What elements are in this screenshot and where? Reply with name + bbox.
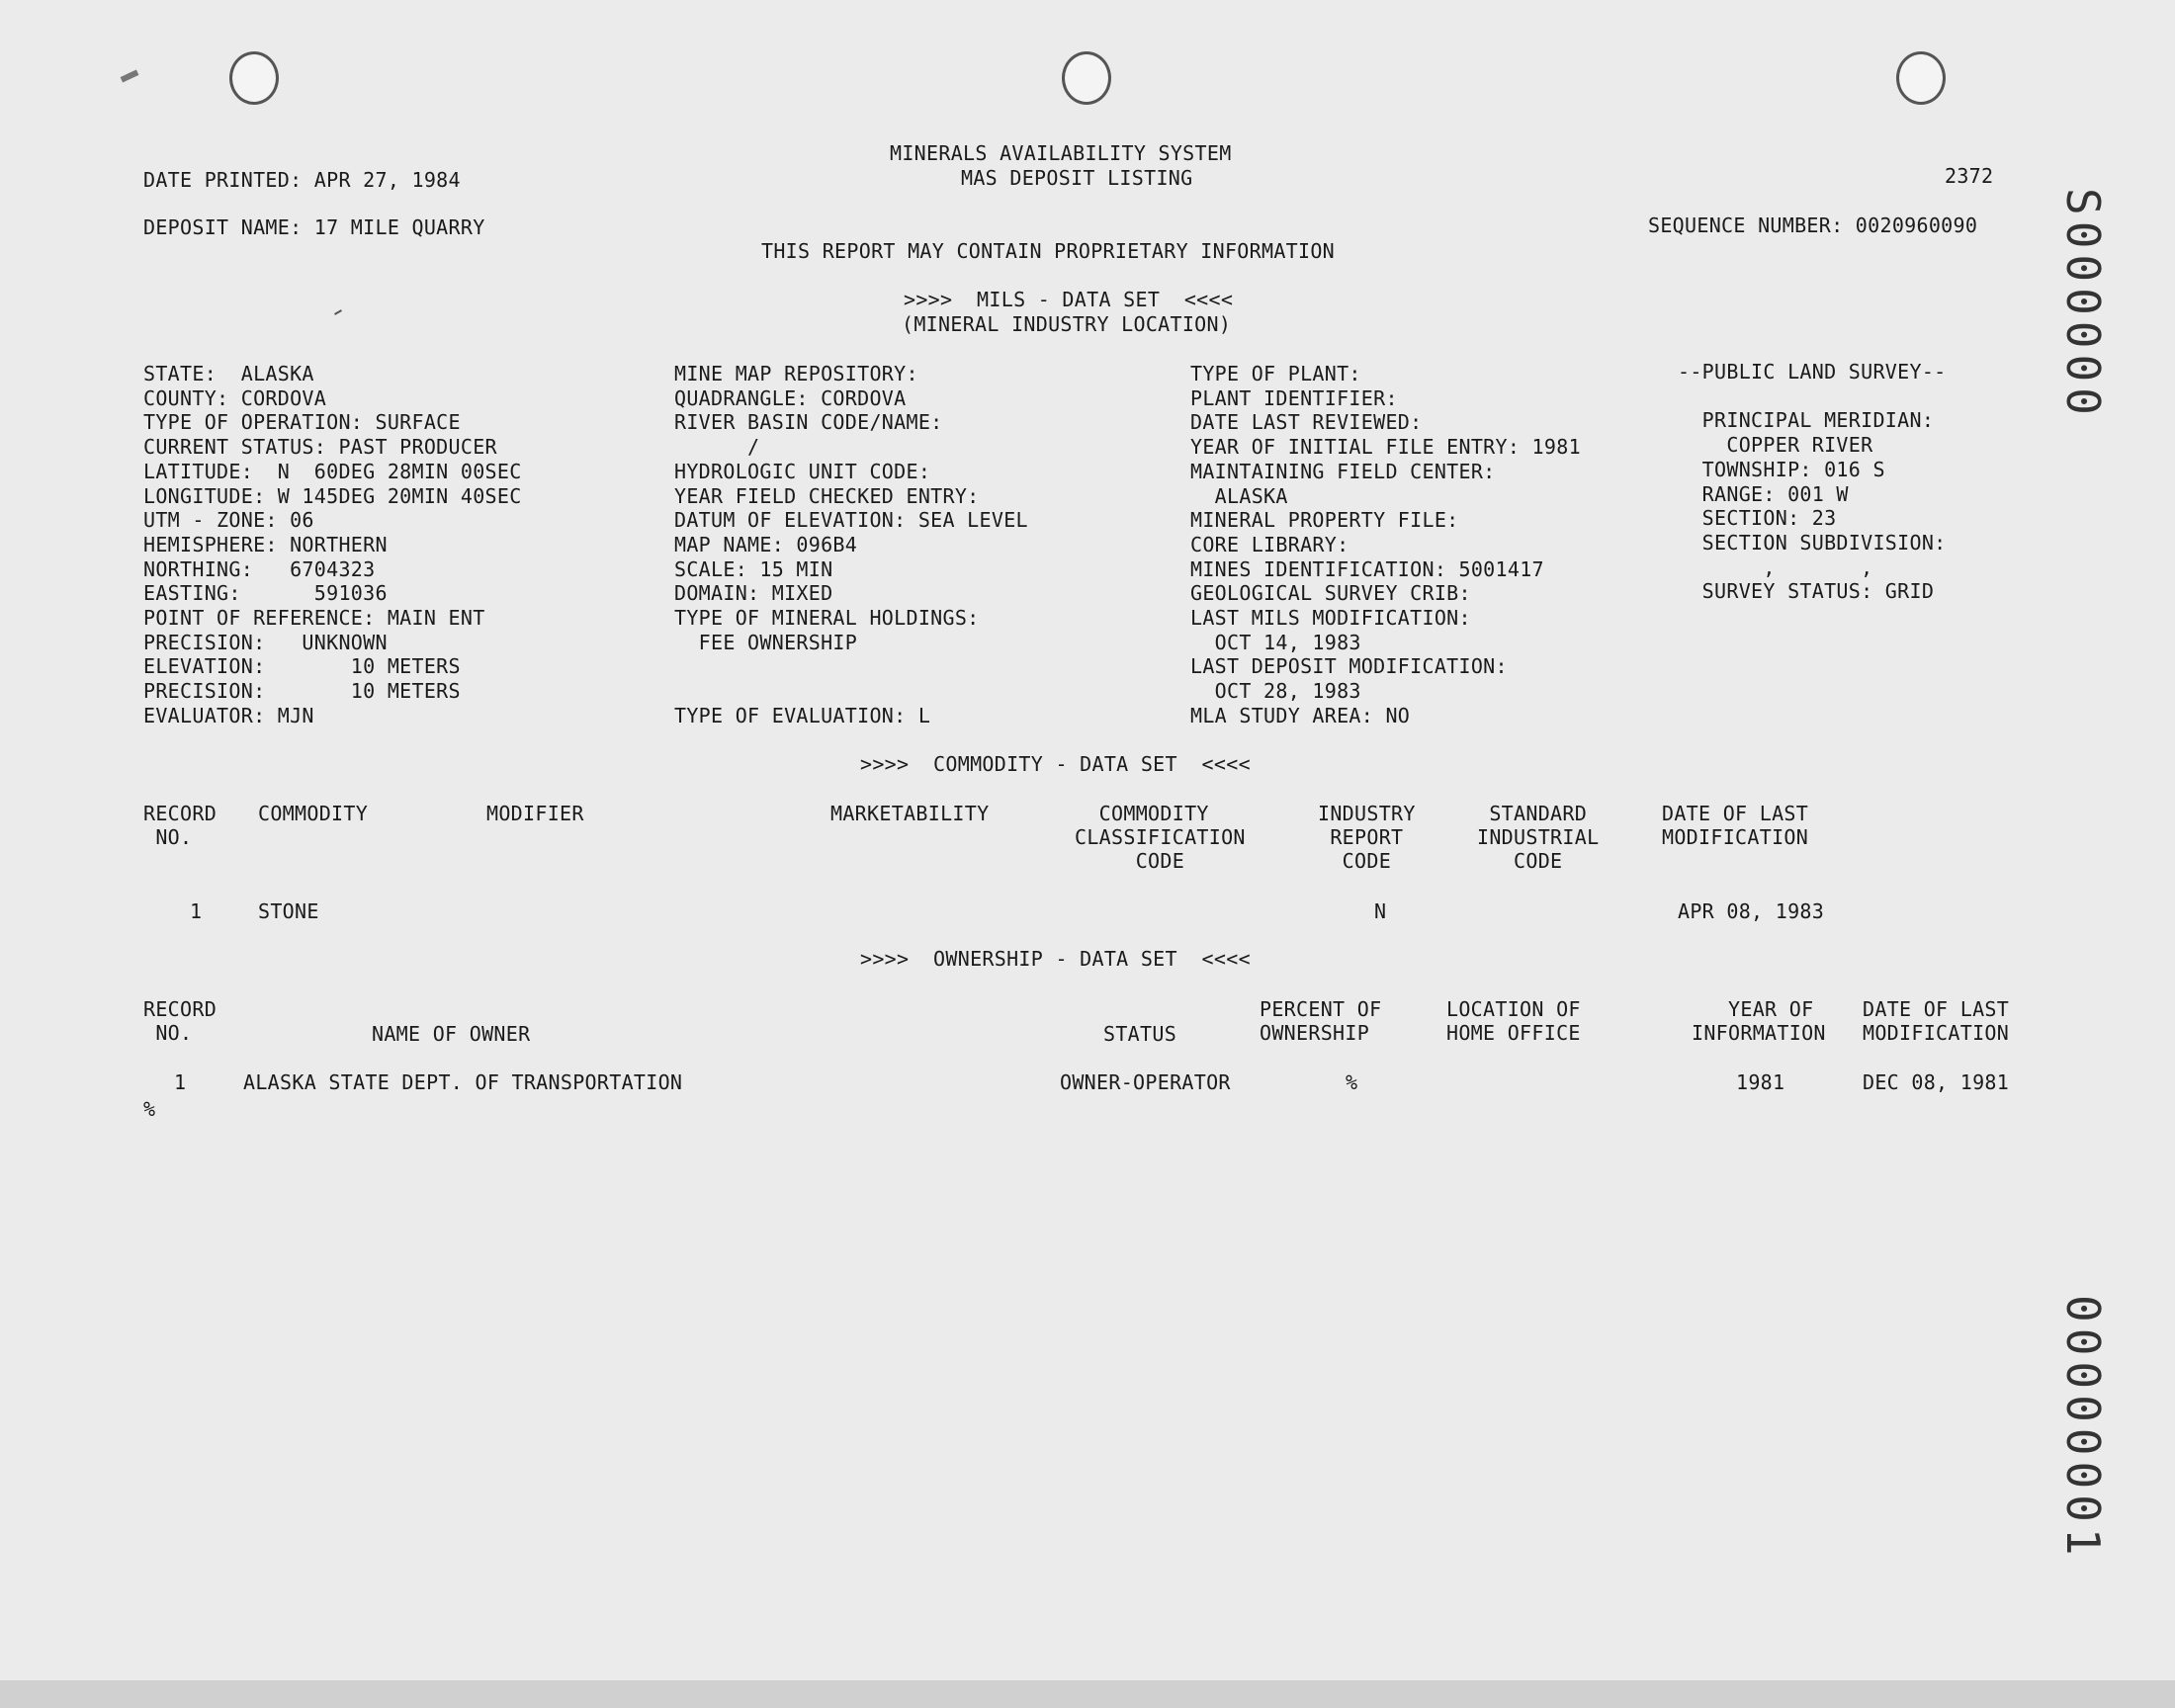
mils-field: EASTING: 591036: [143, 581, 388, 606]
ownership-header-status: STATUS: [1103, 1022, 1177, 1046]
mils-field: TYPE OF OPERATION: SURFACE: [143, 410, 461, 435]
commodity-header-modifier: MODIFIER: [486, 802, 584, 825]
mils-field: DATE LAST REVIEWED:: [1190, 410, 1423, 435]
survey-field: --PUBLIC LAND SURVEY--: [1678, 360, 1947, 384]
survey-field: SECTION: 23: [1678, 506, 1837, 531]
mils-field: MAINTAINING FIELD CENTER:: [1190, 459, 1496, 483]
mils-field: TYPE OF EVALUATION: L: [674, 703, 931, 727]
commodity-header-record: RECORD NO.: [143, 802, 218, 849]
mils-field: MINES IDENTIFICATION: 5001417: [1190, 556, 1544, 581]
mils-field: CURRENT STATUS: PAST PRODUCER: [143, 435, 497, 460]
mils-field: MAP NAME: 096B4: [674, 532, 858, 556]
mils-field: STATE: ALASKA: [143, 362, 314, 385]
mils-field: MINE MAP REPOSITORY:: [674, 362, 918, 385]
ownership-row-year: 1981: [1736, 1070, 1785, 1094]
mils-field: LATITUDE: N 60DEG 28MIN 00SEC: [143, 459, 522, 483]
speck-mark: [334, 309, 342, 315]
mils-field: MLA STUDY AREA: NO: [1190, 703, 1411, 727]
listing-title: MAS DEPOSIT LISTING: [961, 166, 1193, 190]
commodity-title: >>>> COMMODITY - DATA SET <<<<: [860, 752, 1251, 776]
mils-field: DATUM OF ELEVATION: SEA LEVEL: [674, 508, 1028, 533]
ownership-title: >>>> OWNERSHIP - DATA SET <<<<: [860, 947, 1251, 971]
commodity-header-marketability: MARKETABILITY: [830, 802, 990, 825]
mils-field: POINT OF REFERENCE: MAIN ENT: [143, 606, 485, 630]
commodity-row-industry: N: [1374, 899, 1387, 923]
mils-field: GEOLOGICAL SURVEY CRIB:: [1190, 581, 1471, 606]
survey-field: SECTION SUBDIVISION:: [1678, 530, 1947, 555]
mils-field: TYPE OF MINERAL HOLDINGS:: [674, 606, 980, 630]
commodity-header-industry: INDUSTRY REPORT CODE: [1318, 802, 1416, 873]
mils-field: UTM - ZONE: 06: [143, 508, 314, 533]
mils-field: TYPE OF PLANT:: [1190, 362, 1361, 385]
survey-field: PRINCIPAL MERIDIAN:: [1678, 408, 1935, 433]
margin-mark-top: S000000: [2056, 188, 2110, 421]
mils-field: MINERAL PROPERTY FILE:: [1190, 508, 1459, 533]
mils-field: COUNTY: CORDOVA: [143, 385, 327, 410]
mils-field: DOMAIN: MIXED: [674, 581, 833, 606]
mils-title: >>>> MILS - DATA SET <<<<: [904, 288, 1234, 311]
mils-field: PRECISION: 10 METERS: [143, 679, 461, 704]
mils-field: OCT 14, 1983: [1190, 630, 1361, 654]
survey-field: TOWNSHIP: 016 S: [1678, 457, 1885, 481]
commodity-row-date: APR 08, 1983: [1678, 899, 1825, 923]
binder-hole-right: [1896, 51, 1946, 105]
mils-field: LONGITUDE: W 145DEG 20MIN 40SEC: [143, 483, 522, 508]
commodity-header-date: DATE OF LAST MODIFICATION: [1662, 802, 1809, 849]
mils-field: YEAR FIELD CHECKED ENTRY:: [674, 483, 980, 508]
commodity-row-record: 1: [190, 899, 203, 923]
mils-field: OCT 28, 1983: [1190, 679, 1361, 704]
mils-field: FEE OWNERSHIP: [674, 630, 858, 654]
system-title: MINERALS AVAILABILITY SYSTEM: [890, 141, 1232, 165]
mils-field: ELEVATION: 10 METERS: [143, 654, 461, 679]
ownership-row-percent: %: [1346, 1070, 1358, 1094]
ownership-header-name: NAME OF OWNER: [372, 1022, 531, 1046]
ownership-row-record: 1: [174, 1070, 187, 1094]
mils-field: /: [674, 435, 760, 460]
margin-mark-bottom: 00000001: [2056, 1295, 2110, 1562]
speck-mark: [121, 69, 139, 82]
commodity-header-standard: STANDARD INDUSTRIAL CODE: [1477, 802, 1600, 873]
ownership-header-percent: PERCENT OF OWNERSHIP: [1260, 997, 1382, 1045]
survey-field: COPPER RIVER: [1678, 433, 1873, 458]
mils-field: LAST DEPOSIT MODIFICATION:: [1190, 654, 1508, 679]
mils-field: SCALE: 15 MIN: [674, 556, 833, 581]
mils-field: PRECISION: UNKNOWN: [143, 630, 388, 654]
survey-field: , ,: [1678, 555, 1873, 579]
survey-field: SURVEY STATUS: GRID: [1678, 579, 1935, 604]
commodity-header-classification: COMMODITY CLASSIFICATION CODE: [1075, 802, 1246, 873]
mils-field: PLANT IDENTIFIER:: [1190, 385, 1398, 410]
ownership-row-name: ALASKA STATE DEPT. OF TRANSPORTATION: [243, 1070, 683, 1094]
commodity-header-commodity: COMMODITY: [258, 802, 369, 825]
ownership-header-date: DATE OF LAST MODIFICATION: [1863, 997, 2010, 1045]
ownership-row-date: DEC 08, 1981: [1863, 1070, 2010, 1094]
proprietary-notice: THIS REPORT MAY CONTAIN PROPRIETARY INFORMATION: [761, 239, 1336, 263]
mils-field: LAST MILS MODIFICATION:: [1190, 606, 1471, 630]
ownership-header-year: YEAR OF INFORMATION: [1692, 997, 1826, 1045]
ownership-header-location: LOCATION OF HOME OFFICE: [1446, 997, 1581, 1045]
mils-field: HYDROLOGIC UNIT CODE:: [674, 459, 931, 483]
mils-field: YEAR OF INITIAL FILE ENTRY: 1981: [1190, 435, 1581, 460]
mils-field: RIVER BASIN CODE/NAME:: [674, 410, 943, 435]
ownership-row-status: OWNER-OPERATOR: [1060, 1070, 1231, 1094]
mils-field: QUADRANGLE: CORDOVA: [674, 385, 907, 410]
mils-field: EVALUATOR: MJN: [143, 703, 314, 727]
mils-field: NORTHING: 6704323: [143, 556, 376, 581]
ownership-footnote: %: [143, 1097, 156, 1121]
commodity-row-commodity: STONE: [258, 899, 319, 923]
scan-bottom-edge: [0, 1680, 2175, 1708]
deposit-name: DEPOSIT NAME: 17 MILE QUARRY: [143, 215, 485, 239]
survey-field: RANGE: 001 W: [1678, 481, 1849, 506]
mils-field: HEMISPHERE: NORTHERN: [143, 532, 388, 556]
date-printed: DATE PRINTED: APR 27, 1984: [143, 168, 461, 192]
ownership-header-record: RECORD NO.: [143, 997, 218, 1045]
page-number: 2372: [1945, 164, 1994, 188]
binder-hole-center: [1062, 51, 1111, 105]
mils-field: ALASKA: [1190, 483, 1288, 508]
sequence-number: SEQUENCE NUMBER: 0020960090: [1648, 214, 1978, 237]
mils-subtitle: (MINERAL INDUSTRY LOCATION): [902, 312, 1232, 336]
mils-field: CORE LIBRARY:: [1190, 532, 1349, 556]
binder-hole-left: [229, 51, 279, 105]
